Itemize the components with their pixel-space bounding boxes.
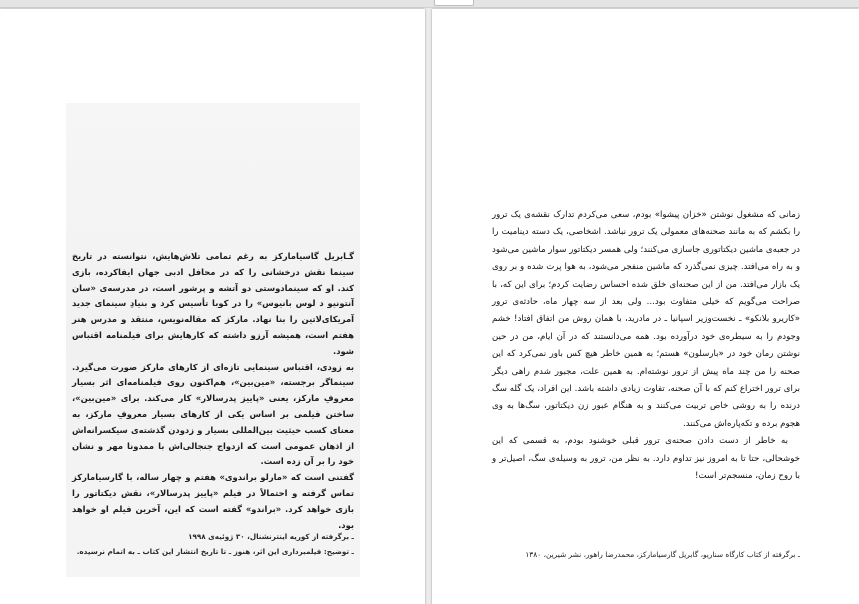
body-text — [492, 207, 800, 486]
body-paragraph: زمانی که مشغول نوشتن «خزان پیشوا» بودم، سعی می‌کردم تدارک نقشه‌ی یک ترور را بکشم که به مانند صحنه‌های معمولی یک ترور نباشد. اشخاصی، یک دسته دینامیت را در جعبه‌ی ماشین دیکتاتوری جاسازی می‌کنند؛ ولی همسر دیکتاتور سوار ماشین می‌شود و به راه می‌افتد. چیزی نمی‌گذرد که ماشین منفجر می‌شود، به هوا پرت شده و بر روی یک بازار می‌افتد. من از این صحنه‌ای خلق شده احساس رضایت کردم؛ برای این که، با صراحت می‌گویم که خیلی متفاوت بود... ولی بعد از سه چهار ماه، حادثه‌ی ترور «کاریرو بلانکو» ـ نخست‌وزیر اسپانیا ـ در مادرید، با همان روش من اتفاق افتاد! خشم وجودم را به سیطره‌ی خود درآورده بود. همه می‌دانستند که در آن ایام، من در حین نوشتن رمان خود در «بارسلون» هستم؛ به همین خاطر هیچ کس باور نمی‌کرد که این صحنه را من چند ماه پیش از ترور نوشته‌ام. به همین علت، مجبور شدم راهی دیگر برای ترور اختراع کنم که با آن صحنه، تفاوت زیادی داشته باشد. این افراد، یک گله سگ درنده را به روشی خاص تربیت می‌کنند و به هنگام عبور زن دیکتاتور، سگ‌ها به وی هجوم برده و تکه‌پاره‌اش می‌کنند. — [492, 210, 800, 429]
scanned-footnote: ـ توضیح: فیلمبرداری این اثر، هنوز ـ تا تاریخ انتشار این کتاب ـ به اتمام نرسیده. — [76, 547, 354, 556]
body-paragraph: به خاطر از دست دادن صحنه‌ی ترور قبلی خوشنود بودم، به قسمی که این خوشحالی، حتا تا به امروز نیز تداوم دارد. به نظر من، ترور به وسیله‌ی سگ، اصیل‌تر و با روح زمان، منسجم‌تر است! — [492, 436, 800, 482]
footnote: ـ برگرفته از کتاب کارگاه سناریو، گابریل گارسیامارکز، محمدرضا راهور، نشر شیرین، ۱۳۸۰ — [525, 550, 800, 559]
scanned-footnotes — [72, 529, 354, 559]
scanned-paragraph: به زودی، اقتباس سینمایی تازه‌ای از کارهای مارکز صورت می‌گیرد. سینماگر برجسته، «مین‌بین»، هم‌اکنون روی فیلمنامه‌ای اثر بسیار معروفِ مارکز، یعنی «پاییز پدرسالار» کار می‌کند. برای «مین‌بین»، ساختن فیلمی بر اساس یکی از کارهای بسیار معروفِ مارکز، به معنای کسب حیثیت بین‌المللی بسیار و زدودن گذشته‌ی سیکسرانه‌اش از اذهان عمومی است که ازدواج جنجالی‌اش با ممدونا مهر و نشان خود را بر آن زده است. — [72, 361, 354, 467]
scanned-paragraph: گفتنی است که «مارلو براندوی» هفتم و چهار ساله، با گارسیامارکز تماس گرفته و احتمالاً در فیلم «پاییز پدرسالار»، نقش دیکتاتور را بازی خواهد کرد. «براندو» گفته است که این، آخرین فیلم او خواهد بود. — [72, 472, 354, 530]
scanned-paragraph: گـابریل گاسیامارکز به رغم تمامی تلاش‌هایش، نتوانسته در تاریخ سینما نقش درخشانی را که در محافل ادبی جهان ایفاکرده، بازی کند. او که سینمادوستی دو آتشه و پرشور است، در مدرسه‌ی «سان آنتونیو د لوس بانیوس» را در کوبا تأسیس کرد و بنیادِ سینمای جدید آمریکای‌لاتین را بنا نهاد. مارکز که مقالەنویس، منتقد و مدرس هنر هفتم است، همیشه آرزو داشته که کارهایش برای فیلمنامه اقتباس شود. — [72, 251, 354, 356]
scanned-body-text — [72, 249, 354, 533]
viewer-toolbar — [0, 0, 859, 8]
scanned-footnote: ـ برگرفته از کوریه اینترنشنال، ۳۰ ژوئیه‌ی ۱۹۹۸ — [188, 532, 354, 541]
scanned-page-image — [66, 103, 360, 577]
page-right — [432, 9, 859, 604]
page-left — [0, 9, 425, 604]
page-tab[interactable] — [434, 0, 474, 6]
